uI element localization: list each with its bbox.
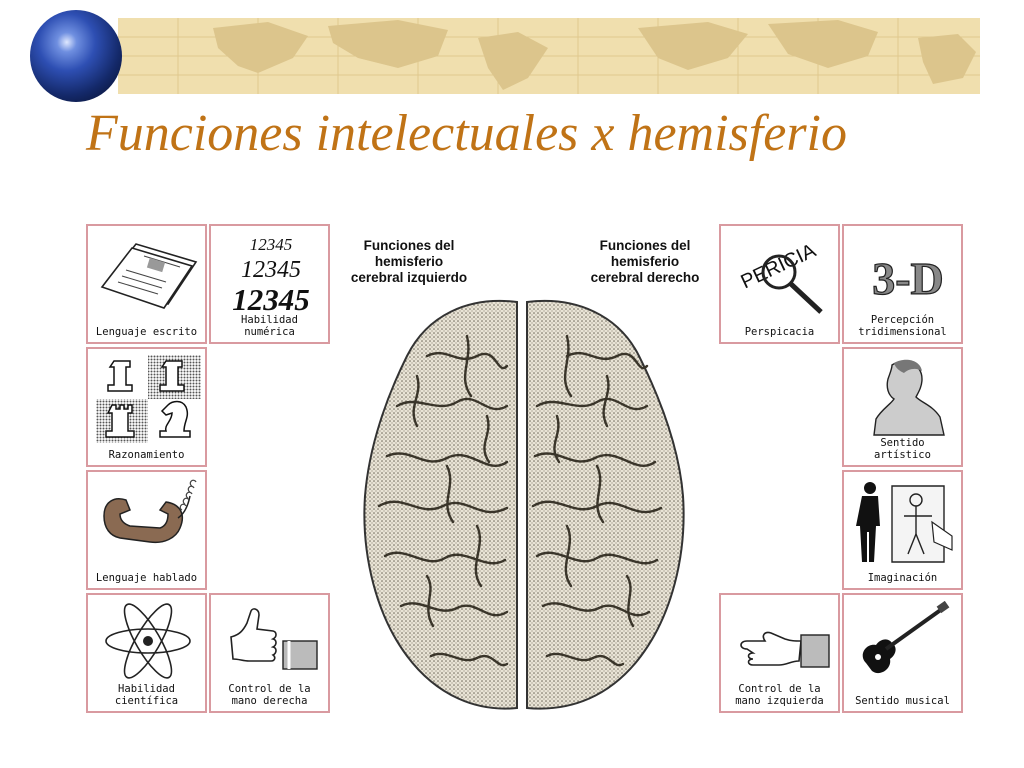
card-imaginacion [842, 470, 963, 590]
atom-icon [96, 601, 201, 681]
card-percepcion-tridimensional [842, 224, 963, 344]
number-large: 12345 [232, 282, 310, 316]
left-hemisphere [364, 301, 517, 709]
chess-icon [96, 355, 201, 443]
number-medium: 12345 [241, 257, 301, 283]
card-label: Razonamiento [108, 449, 185, 461]
card-lenguaje-escrito [86, 224, 207, 344]
card-lenguaje-hablado [86, 470, 207, 590]
drawing-icon [852, 478, 957, 566]
card-perspicacia [719, 224, 840, 344]
brain-illustration [357, 296, 693, 716]
thumbs-up-icon [219, 601, 324, 681]
right-hemisphere-heading: Funciones del hemisferio cerebral derecho [590, 238, 700, 285]
world-map-banner [118, 18, 980, 94]
card-label: Habilidad científica [114, 683, 179, 707]
card-control-mano-derecha [209, 593, 330, 713]
thumbs-up-left-icon [729, 601, 834, 681]
pericia-word: PERICIA [737, 239, 820, 294]
guitar-icon [852, 601, 957, 685]
card-control-mano-izquierda [719, 593, 840, 713]
card-label: Perspicacia [744, 326, 815, 338]
card-habilidad-cientifica [86, 593, 207, 713]
slide-title: Funciones intelectuales x hemisferio [86, 105, 848, 162]
number-small: 12345 [249, 235, 293, 254]
numbers-icon [219, 232, 324, 316]
card-label: Sentido artístico [874, 437, 931, 461]
card-sentido-artistico [842, 347, 963, 467]
left-hemisphere-heading: Funciones del hemisferio cerebral izquierdo [350, 238, 468, 285]
globe-icon [30, 10, 122, 102]
bust-icon [852, 355, 957, 439]
card-habilidad-numerica [209, 224, 330, 344]
3d-word: 3-D [872, 253, 944, 304]
card-label: Control de la mano derecha [228, 683, 311, 707]
card-label: Percepción tridimensional [858, 314, 947, 338]
right-hemisphere [527, 301, 684, 709]
card-razonamiento [86, 347, 207, 467]
card-label: Lenguaje escrito [95, 326, 198, 338]
newspaper-icon [96, 232, 201, 312]
card-label: Lenguaje hablado [95, 572, 198, 584]
card-sentido-musical [842, 593, 963, 713]
magnifier-icon [729, 232, 834, 316]
card-label: Habilidad numérica [241, 314, 298, 338]
card-label: Sentido musical [855, 695, 950, 707]
telephone-icon [96, 478, 201, 558]
3d-icon [852, 232, 957, 316]
card-label: Control de la mano izquierda [735, 683, 824, 707]
card-label: Imaginación [867, 572, 938, 584]
